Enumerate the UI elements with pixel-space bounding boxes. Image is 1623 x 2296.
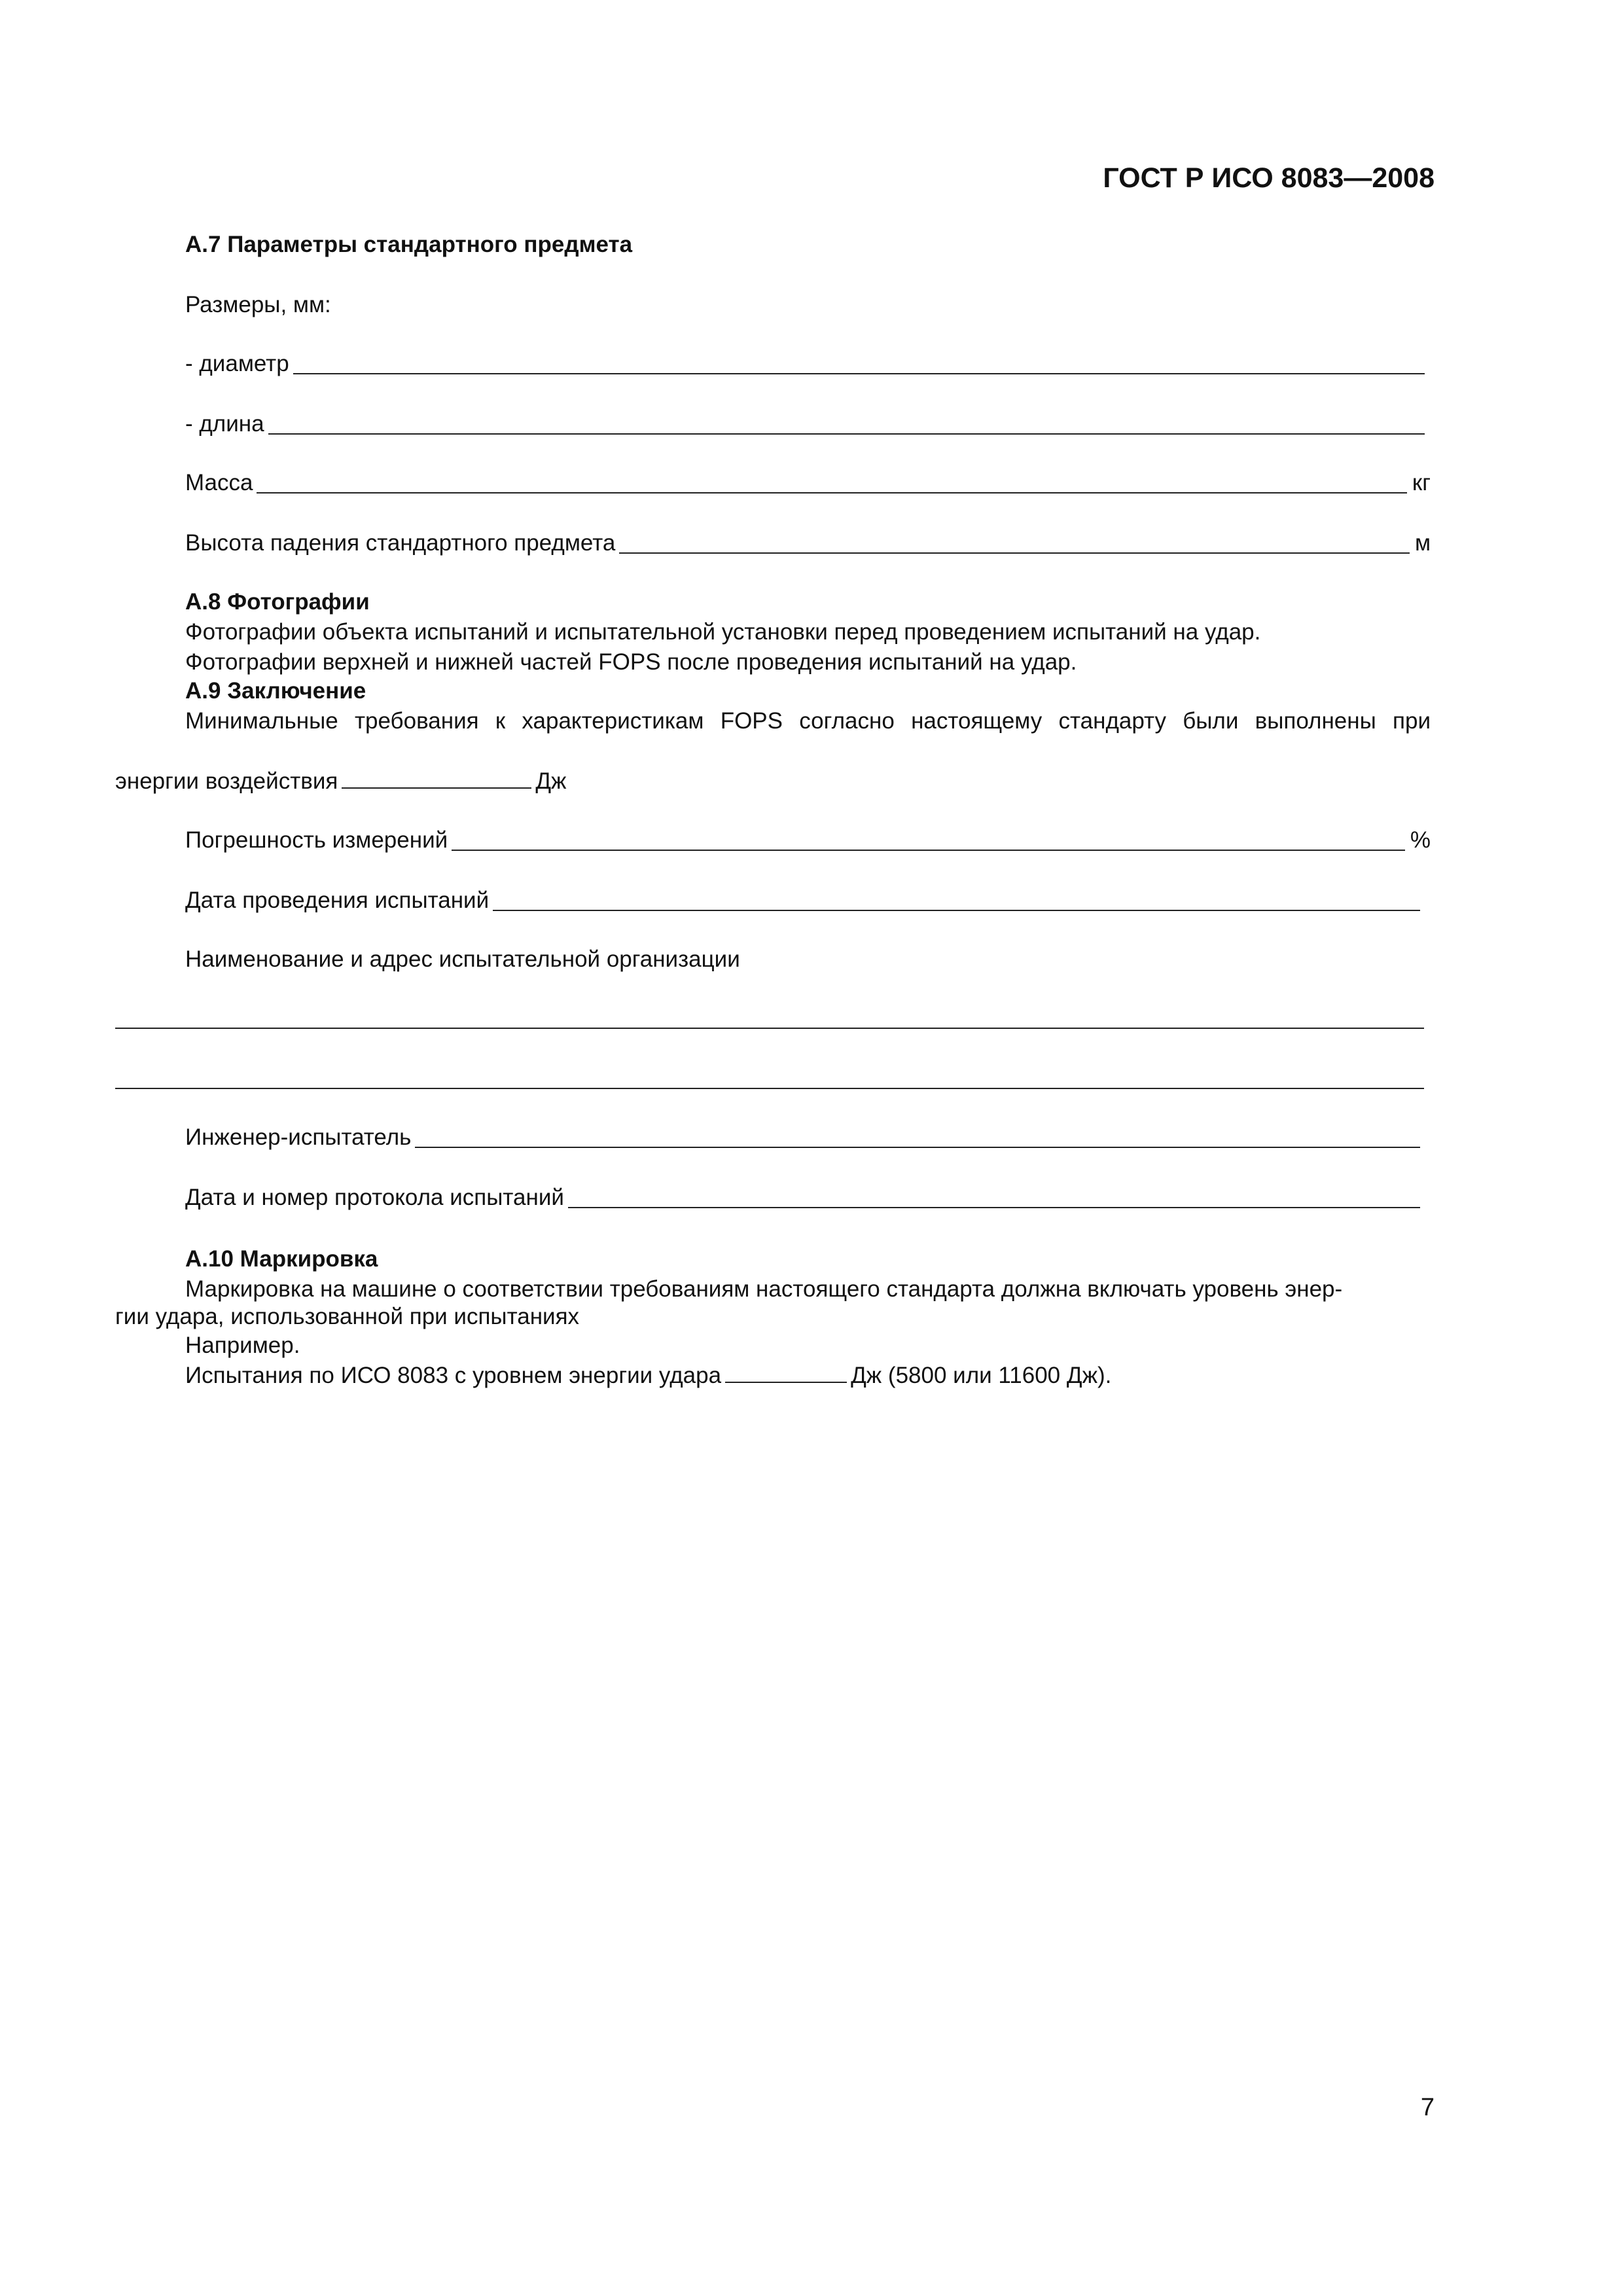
mass-unit: кг [1412,470,1431,495]
protocol-field-row [185,1183,1424,1212]
protocol-label: Дата и номер протокола испытаний [185,1185,564,1210]
energy-field-row [115,767,566,796]
drop-height-unit: м [1414,530,1431,556]
error-label: Погрешность измерений [185,827,448,853]
marking-example-row [185,1361,1111,1390]
section-a9-heading: А.9 Заключение [185,678,366,704]
test-date-blank[interactable] [493,888,1420,911]
section-a7-heading: А.7 Параметры стандартного предмета [185,232,633,257]
marking-line-2: гии удара, использованной при испытаниях [115,1304,580,1329]
mass-label: Масса [185,470,253,495]
drop-height-field-row [185,529,1431,558]
length-label: - длина [185,411,264,437]
length-field-row [185,410,1429,439]
marking-example-label: Например. [185,1333,300,1358]
impact-energy-blank[interactable] [725,1363,847,1383]
conclusion-line-1: Минимальные требования к характеристикам FOPS согласно настоящему стандарту были выполнены при [185,708,1431,734]
engineer-blank[interactable] [415,1124,1420,1148]
test-date-label: Дата проведения испытаний [185,888,490,913]
section-a8-heading: А.8 Фотографии [185,589,370,615]
section-a10-heading: А.10 Маркировка [185,1246,378,1272]
marking-example-prefix: Испытания по ИСО 8083 с уровнем энергии удара [185,1363,722,1388]
error-field-row [185,826,1431,855]
energy-blank[interactable] [342,769,531,789]
mass-field-row [185,469,1431,497]
engineer-field-row [185,1123,1424,1152]
engineer-label: Инженер-испытатель [185,1124,412,1150]
diameter-label: - диаметр [185,351,289,376]
diameter-blank[interactable] [293,351,1425,374]
photos-line-2: Фотографии верхней и нижней частей FOPS после проведения испытаний на удар. [185,649,1077,675]
drop-height-blank[interactable] [619,530,1410,554]
photos-line-1: Фотографии объекта испытаний и испытательной установки перед проведением испытаний на удар. [185,619,1261,645]
document-id: ГОСТ Р ИСО 8083—2008 [1103,162,1435,194]
drop-height-label: Высота падения стандартного предмета [185,530,616,556]
protocol-blank[interactable] [568,1185,1420,1208]
page-number: 7 [1420,2094,1435,2121]
energy-label: энергии воздействия [115,768,338,794]
error-unit: % [1410,827,1431,853]
dimensions-label: Размеры, мм: [185,292,331,317]
diameter-field-row [185,350,1429,378]
marking-line-1: Маркировка на машине о соответствии требованиям настоящего стандарта должна включать уровень энер- [185,1276,1343,1302]
organization-blank-line-1[interactable] [115,1028,1424,1029]
energy-unit: Дж [535,768,567,794]
test-date-field-row [185,886,1424,915]
length-blank[interactable] [268,411,1425,435]
mass-blank[interactable] [257,470,1406,493]
organization-blank-line-2[interactable] [115,1088,1424,1089]
organization-label: Наименование и адрес испытательной организации [185,946,740,972]
marking-example-suffix: Дж (5800 или 11600 Дж). [851,1363,1112,1388]
error-blank[interactable] [452,827,1405,851]
